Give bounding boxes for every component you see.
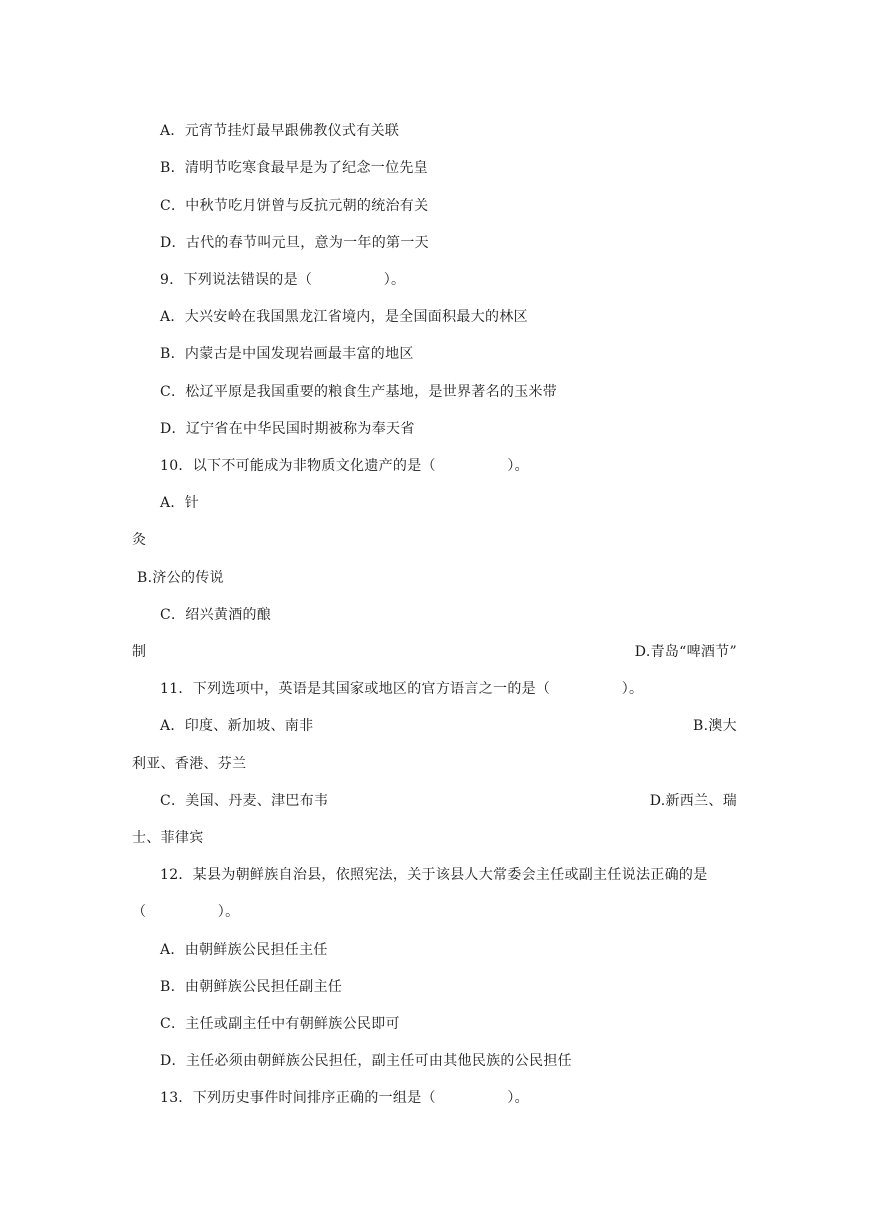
q8-option-b: B．清明节吃寒食最早是为了纪念一位先皇 xyxy=(160,160,428,176)
q11-option-a: A．印度、新加坡、南非 xyxy=(160,718,314,734)
q12-stem: 12．某县为朝鲜族自治县，依照宪法，关于该县人大常委会主任或副主任说法正确的是 xyxy=(160,867,708,883)
q10-option-a: A．针 xyxy=(160,495,200,511)
q11-option-b-wrap: 利亚、香港、芬兰 xyxy=(132,756,247,772)
q11-option-d-wrap: 士、菲律宾 xyxy=(132,830,204,846)
q10-option-b: B.济公的传说 xyxy=(137,570,224,586)
q10-option-d: D.青岛“啤酒节” xyxy=(634,644,737,660)
q11-option-c: C．美国、丹麦、津巴布韦 xyxy=(160,793,329,809)
q8-option-c: C．中秋节吃月饼曾与反抗元朝的统治有关 xyxy=(160,198,429,214)
q11-option-d: D.新西兰、瑞 xyxy=(649,793,737,809)
q12-option-b: B．由朝鲜族公民担任副主任 xyxy=(160,979,343,995)
q10-option-c: C．绍兴黄酒的酿 xyxy=(160,607,272,623)
q11-stem: 11．下列选项中，英语是其国家或地区的官方语言之一的是（ ）。 xyxy=(160,681,644,697)
q10-option-c-wrap: 制 xyxy=(132,644,147,660)
q9-option-b: B．内蒙古是中国发现岩画最丰富的地区 xyxy=(160,346,414,362)
q12-option-a: A．由朝鲜族公民担任主任 xyxy=(160,942,328,958)
q10-option-a-wrap: 灸 xyxy=(132,532,147,548)
q9-option-d: D．辽宁省在中华民国时期被称为奉天省 xyxy=(160,421,415,437)
q12-stem-wrap: （ ）。 xyxy=(132,904,240,920)
q11-option-b: B.澳大 xyxy=(693,718,737,734)
q9-option-c: C．松辽平原是我国重要的粮食生产基地，是世界著名的玉米带 xyxy=(160,384,558,400)
q8-option-a: A．元宵节挂灯最早跟佛教仪式有关联 xyxy=(160,123,400,139)
q8-option-d: D．古代的春节叫元旦，意为一年的第一天 xyxy=(160,235,429,251)
q13-stem: 13．下列历史事件时间排序正确的一组是（ ）。 xyxy=(160,1090,529,1106)
q12-option-c: C．主任或副主任中有朝鲜族公民即可 xyxy=(160,1016,400,1032)
q9-option-a: A．大兴安岭在我国黑龙江省境内，是全国面积最大的林区 xyxy=(160,309,528,325)
q12-option-d: D．主任必须由朝鲜族公民担任，副主任可由其他民族的公民担任 xyxy=(160,1053,572,1069)
q10-stem: 10．以下不可能成为非物质文化遗产的是（ ）。 xyxy=(160,458,529,474)
q9-stem: 9．下列说法错误的是（ ）。 xyxy=(160,272,406,288)
